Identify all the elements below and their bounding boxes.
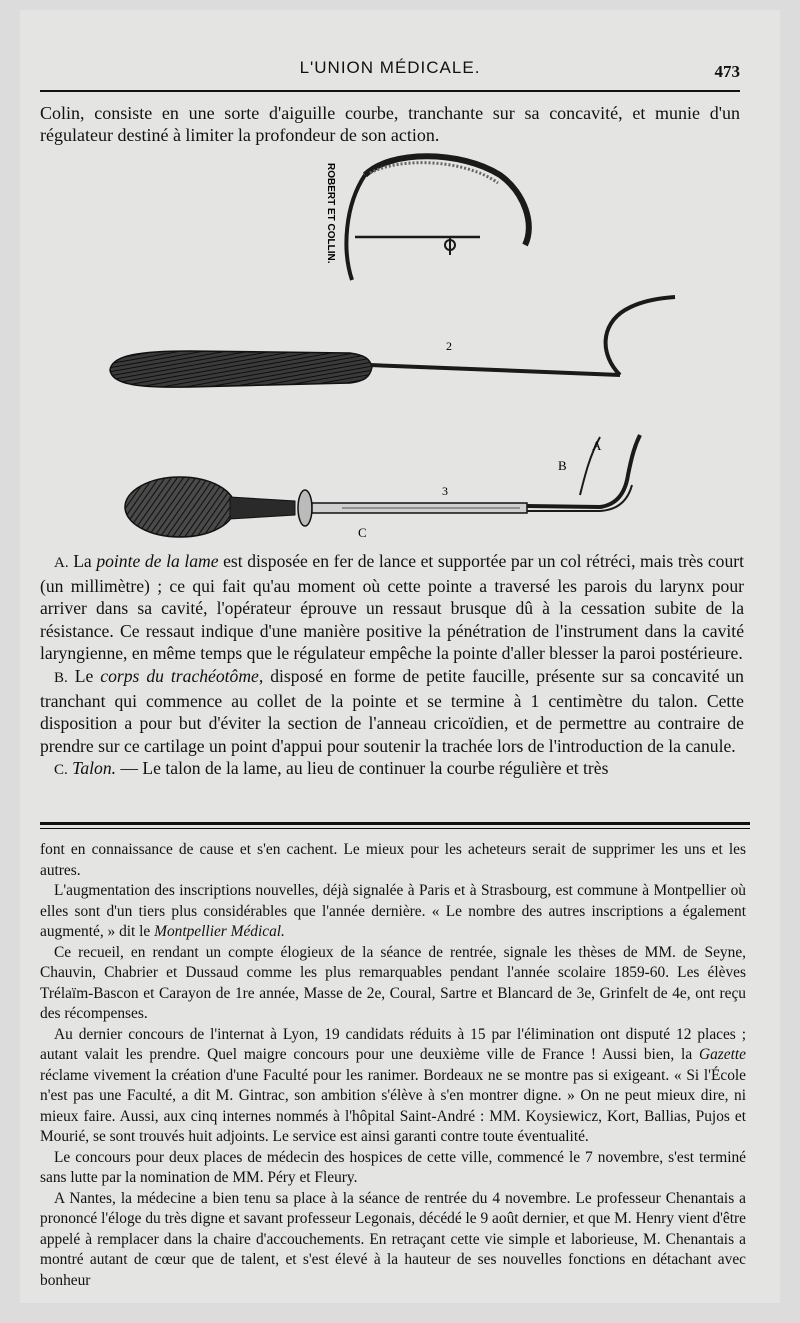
letter-b: B. (54, 669, 68, 686)
tracheotome-collar (298, 490, 312, 526)
figure-handled-hook (110, 297, 675, 387)
fig-label-2: 2 (446, 339, 452, 353)
letter-a: A. (54, 555, 69, 571)
description-a: A. La pointe de la lame est disposée en fer de lance et supportée par un col rétréci, mais très court (un millimètre) ; ce qui fait qu'au moment où cette pointe a traversé les parois du larynx pour arriver dans sa cavité, l'opérateur éprouve un ressaut brusque dû à la cessation subite de la résistance. Ce ressaut indique d'une manière positive la pénétration de l'instrument dans la cavité laryngienne, en même temps que le régulateur empêche la pointe d'aller blesser la paroi postérieure. (40, 551, 744, 664)
news-paragraph-3: Ce recueil, en rendant un compte élogieux de la séance de rentrée, signale les thèses de MM. de Seyne, Chauvin, Chabrier et Dussaud comme les plus remarquables pendant l'année scolaire 1859-60. Les élèves Trélaïm-Bascon et Carayon de 1re année, Masse de 2e, Coural, Sartre et Blancard de 3e, Grinfelt de 4e, ont reçu des récompenses. (40, 943, 746, 1022)
news-paragraph-2: L'augmentation des inscriptions nouvelles, déjà signalée à Paris et à Strasbourg, est commune à Montpellier où elles sont d'un tiers plus considérables que l'année dernière. « Le nombre des autres inscriptions a également augmenté, » dit le Montpellier Médical. (40, 882, 746, 940)
fig-label-a: A (592, 438, 602, 453)
section-rule (40, 822, 750, 825)
instrument-description (40, 550, 744, 782)
news-paragraph-5: Le concours pour deux places de médecin des hospices de cette ville, commencé le 7 novembre, s'est terminé sans lutte par la nomination de MM. Péry et Fleury. (40, 1148, 746, 1186)
journal-gazette: Gazette (698, 1046, 746, 1063)
term-b: corps du trachéotôme, (100, 665, 264, 686)
term-a: pointe de la lame (96, 551, 219, 571)
header-rule (40, 90, 740, 92)
fig-label-c: C (358, 525, 367, 540)
needle-shank (346, 175, 365, 280)
running-header (40, 50, 740, 90)
figure-tracheotome (125, 435, 640, 540)
intro-paragraph (40, 102, 740, 146)
description-b: B. Le corps du trachéotôme, disposé en forme de petite faucille, présente sur sa concavité un tranchant qui commence au collet de la pointe et se termine à 1 centimètre du talon. Cette disposition a pour but d'éviter la section de l'anneau cricoïdien, et de permettre au contraire de prendre sur ce cartilage un point d'appui pour soutenir la trachée lors de l'introduction de la canule. (40, 665, 744, 756)
tracheotome-blade (527, 435, 640, 507)
intro-text: Colin, consiste en une sorte d'aiguille courbe, tranchante sur sa concavité, et munie d'un régulateur destiné à limiter la profondeur de son action. (40, 103, 740, 145)
tracheotome-handle (125, 477, 235, 537)
hook-handle (110, 351, 372, 387)
letter-c: C. (54, 762, 68, 779)
maker-label: ROBERT ET COLLIN. (325, 163, 336, 264)
needle-blade (365, 156, 529, 245)
page-number: 473 (714, 62, 740, 81)
hook-curve (606, 297, 675, 375)
journal-title: L'UNION MÉDICALE. (299, 58, 481, 77)
journal-page (20, 10, 780, 1303)
description-c: C. Talon. — Le talon de la lame, au lieu de continuer la courbe régulière et très (54, 758, 609, 779)
journal-montpellier: Montpellier Médical. (154, 923, 285, 940)
fig-label-3: 3 (442, 484, 448, 498)
news-paragraph-1: font en connaissance de cause et s'en cachent. Le mieux pour les acheteurs serait de supprimer les uns et les autres. (40, 841, 746, 879)
tracheotome-engraving (80, 145, 680, 545)
news-column (40, 840, 746, 1291)
news-paragraph-6: A Nantes, la médecine a bien tenu sa place à la séance de rentrée du 4 novembre. Le professeur Chenantais a prononcé l'éloge du très digne et savant professeur Legonais, décédé le 9 août dernier, et que M. Henry vient d'être appelé à remplacer dans la chaire d'accouchements. En retraçant cette vie simple et laborieuse, M. Chenantais a montré autant de cœur que de talent, et s'est élevé à la hauteur de ses nouvelles fonctions en détachant avec bonheur (40, 1189, 746, 1289)
news-paragraph-4: Au dernier concours de l'internat à Lyon, 19 candidats réduits à 15 par l'élimination ont disputé 12 places ; autant valait les prendre. Quel maigre concours pour une deuxième ville de France ! Aussi bien, la Gazette réclame vivement la création d'une Faculté pour les ranimer. Bordeaux ne se montre pas si exigeant. « Si l'École n'est pas une Faculté, a dit M. Gintrac, son ambition s'élève à s'en montrer digne. » On ne peut mieux dire, ni mieux faire. Aussi, aux cinq internes nommés à l'hôpital Saint-André : MM. Koysiewicz, Kort, Ballias, Pujos et Mourié, se sont trouvés huit adjoints. Le service est ainsi garanti contre toute éventualité. (40, 1025, 746, 1145)
fig-label-b: B (558, 458, 567, 473)
figure-curved-needle (325, 156, 529, 280)
term-c: Talon. (72, 758, 117, 779)
hook-shaft (370, 365, 620, 375)
